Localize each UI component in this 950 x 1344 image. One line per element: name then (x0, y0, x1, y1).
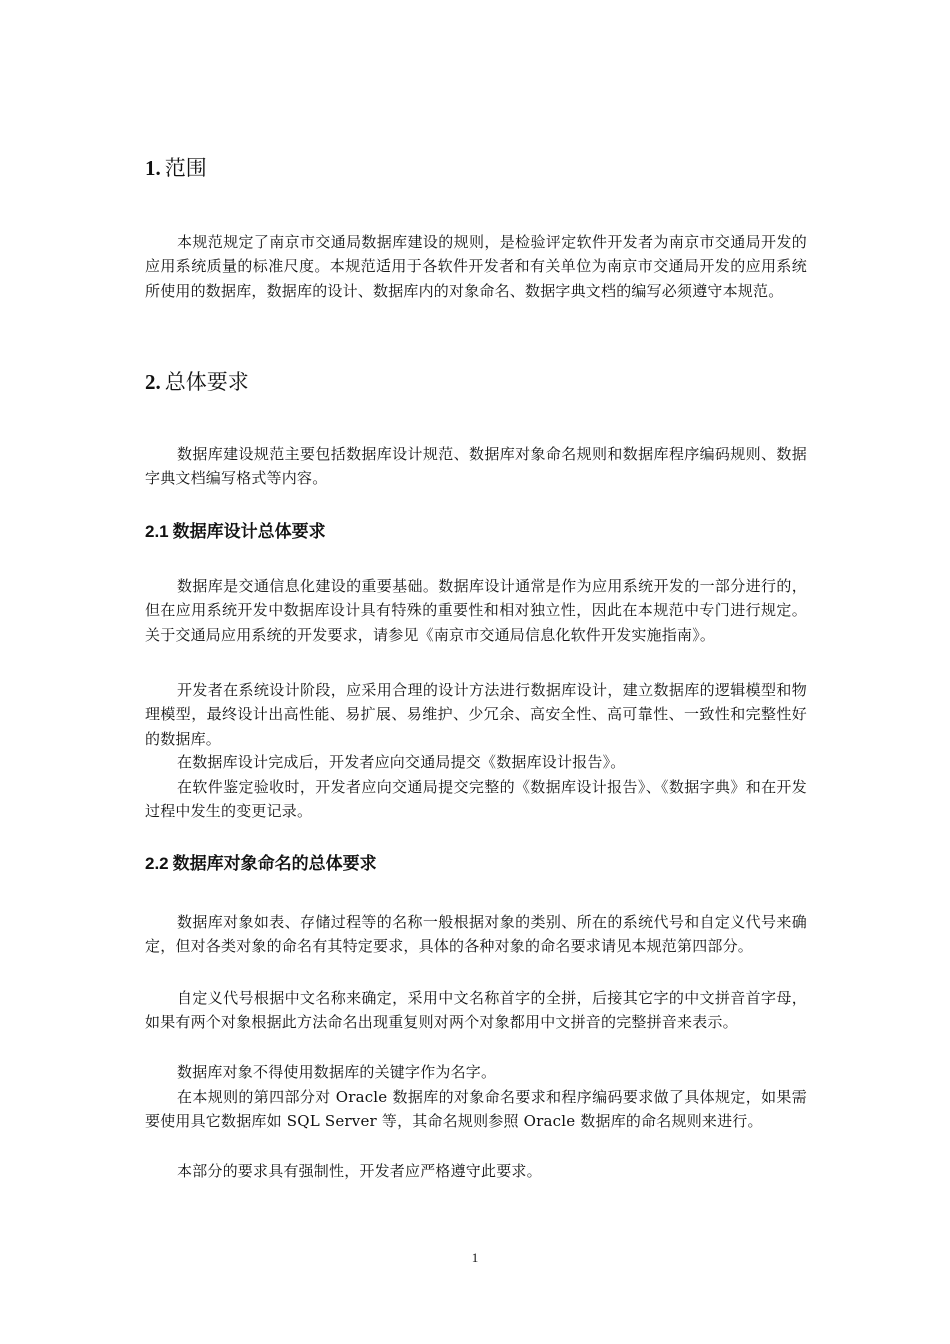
section-title: 范围 (164, 156, 207, 180)
subsection-2-2-paragraph-1: 数据库对象如表、存储过程等的名称一般根据对象的类别、所在的系统代号和自定义代号来确定，但对各类对象的命名有其特定要求，具体的各种对象的命名要求请见本规范第四部分。 (145, 913, 807, 956)
subsection-2-2-paragraph-4: 在本规则的第四部分对 Oracle 数据库的对象命名要求和程序编码要求做了具体规定，如果需要使用具它数据库如 SQL Server 等，其命名规则参照 Oracle 数据库的命名规则来进行。 (145, 1088, 807, 1131)
section-title: 总体要求 (164, 370, 249, 394)
section-number: 1. (145, 156, 161, 180)
section-2-heading (145, 368, 249, 396)
subsection-2-1-paragraph-1: 数据库是交通信息化建设的重要基础。数据库设计通常是作为应用系统开发的一部分进行的，但在应用系统开发中数据库设计具有特殊的重要性和相对独立性，因此在本规范中专门进行规定。关于交通局应用系统的开发要求，请参见《南京市交通局信息化软件开发实施指南》。 (145, 577, 807, 644)
page-number: 1 (471, 1250, 479, 1265)
subsection-number: 2.1 (145, 522, 169, 541)
section-1-heading (145, 154, 207, 182)
subsection-number: 2.2 (145, 854, 169, 873)
section-1-paragraph: 本规范规定了南京市交通局数据库建设的规则，是检验评定软件开发者为南京市交通局开发的应用系统质量的标准尺度。本规范适用于各软件开发者和有关单位为南京市交通局开发的应用系统所使用的数据库，数据库的设计、数据库内的对象命名、数据字典文档的编写必须遵守本规范。 (145, 233, 807, 300)
subsection-title: 数据库设计总体要求 (172, 522, 326, 542)
subsection-title: 数据库对象命名的总体要求 (172, 854, 377, 874)
subsection-2-1-paragraph-4: 在软件鉴定验收时，开发者应向交通局提交完整的《数据库设计报告》、《数据字典》和在开发过程中发生的变更记录。 (145, 778, 807, 821)
subsection-2-1-paragraph-3: 在数据库设计完成后，开发者应向交通局提交《数据库设计报告》。 (177, 753, 626, 771)
section-2-paragraph: 数据库建设规范主要包括数据库设计规范、数据库对象命名规则和数据库程序编码规则、数据字典文档编写格式等内容。 (145, 445, 807, 488)
subsection-2-2-paragraph-2: 自定义代号根据中文名称来确定，采用中文名称首字的全拼，后接其它字的中文拼音首字母，如果有两个对象根据此方法命名出现重复则对两个对象都用中文拼音的完整拼音来表示。 (145, 989, 807, 1032)
subsection-2-1-heading (145, 520, 326, 544)
subsection-2-1-paragraph-2: 开发者在系统设计阶段，应采用合理的设计方法进行数据库设计，建立数据库的逻辑模型和物理模型，最终设计出高性能、易扩展、易维护、少冗余、高安全性、高可靠性、一致性和完整性好的数据库。 (145, 681, 807, 748)
subsection-2-2-paragraph-5: 本部分的要求具有强制性，开发者应严格遵守此要求。 (177, 1162, 542, 1180)
subsection-2-2-paragraph-3: 数据库对象不得使用数据库的关键字作为名字。 (177, 1063, 497, 1081)
subsection-2-2-heading (145, 852, 377, 876)
section-number: 2. (145, 370, 161, 394)
